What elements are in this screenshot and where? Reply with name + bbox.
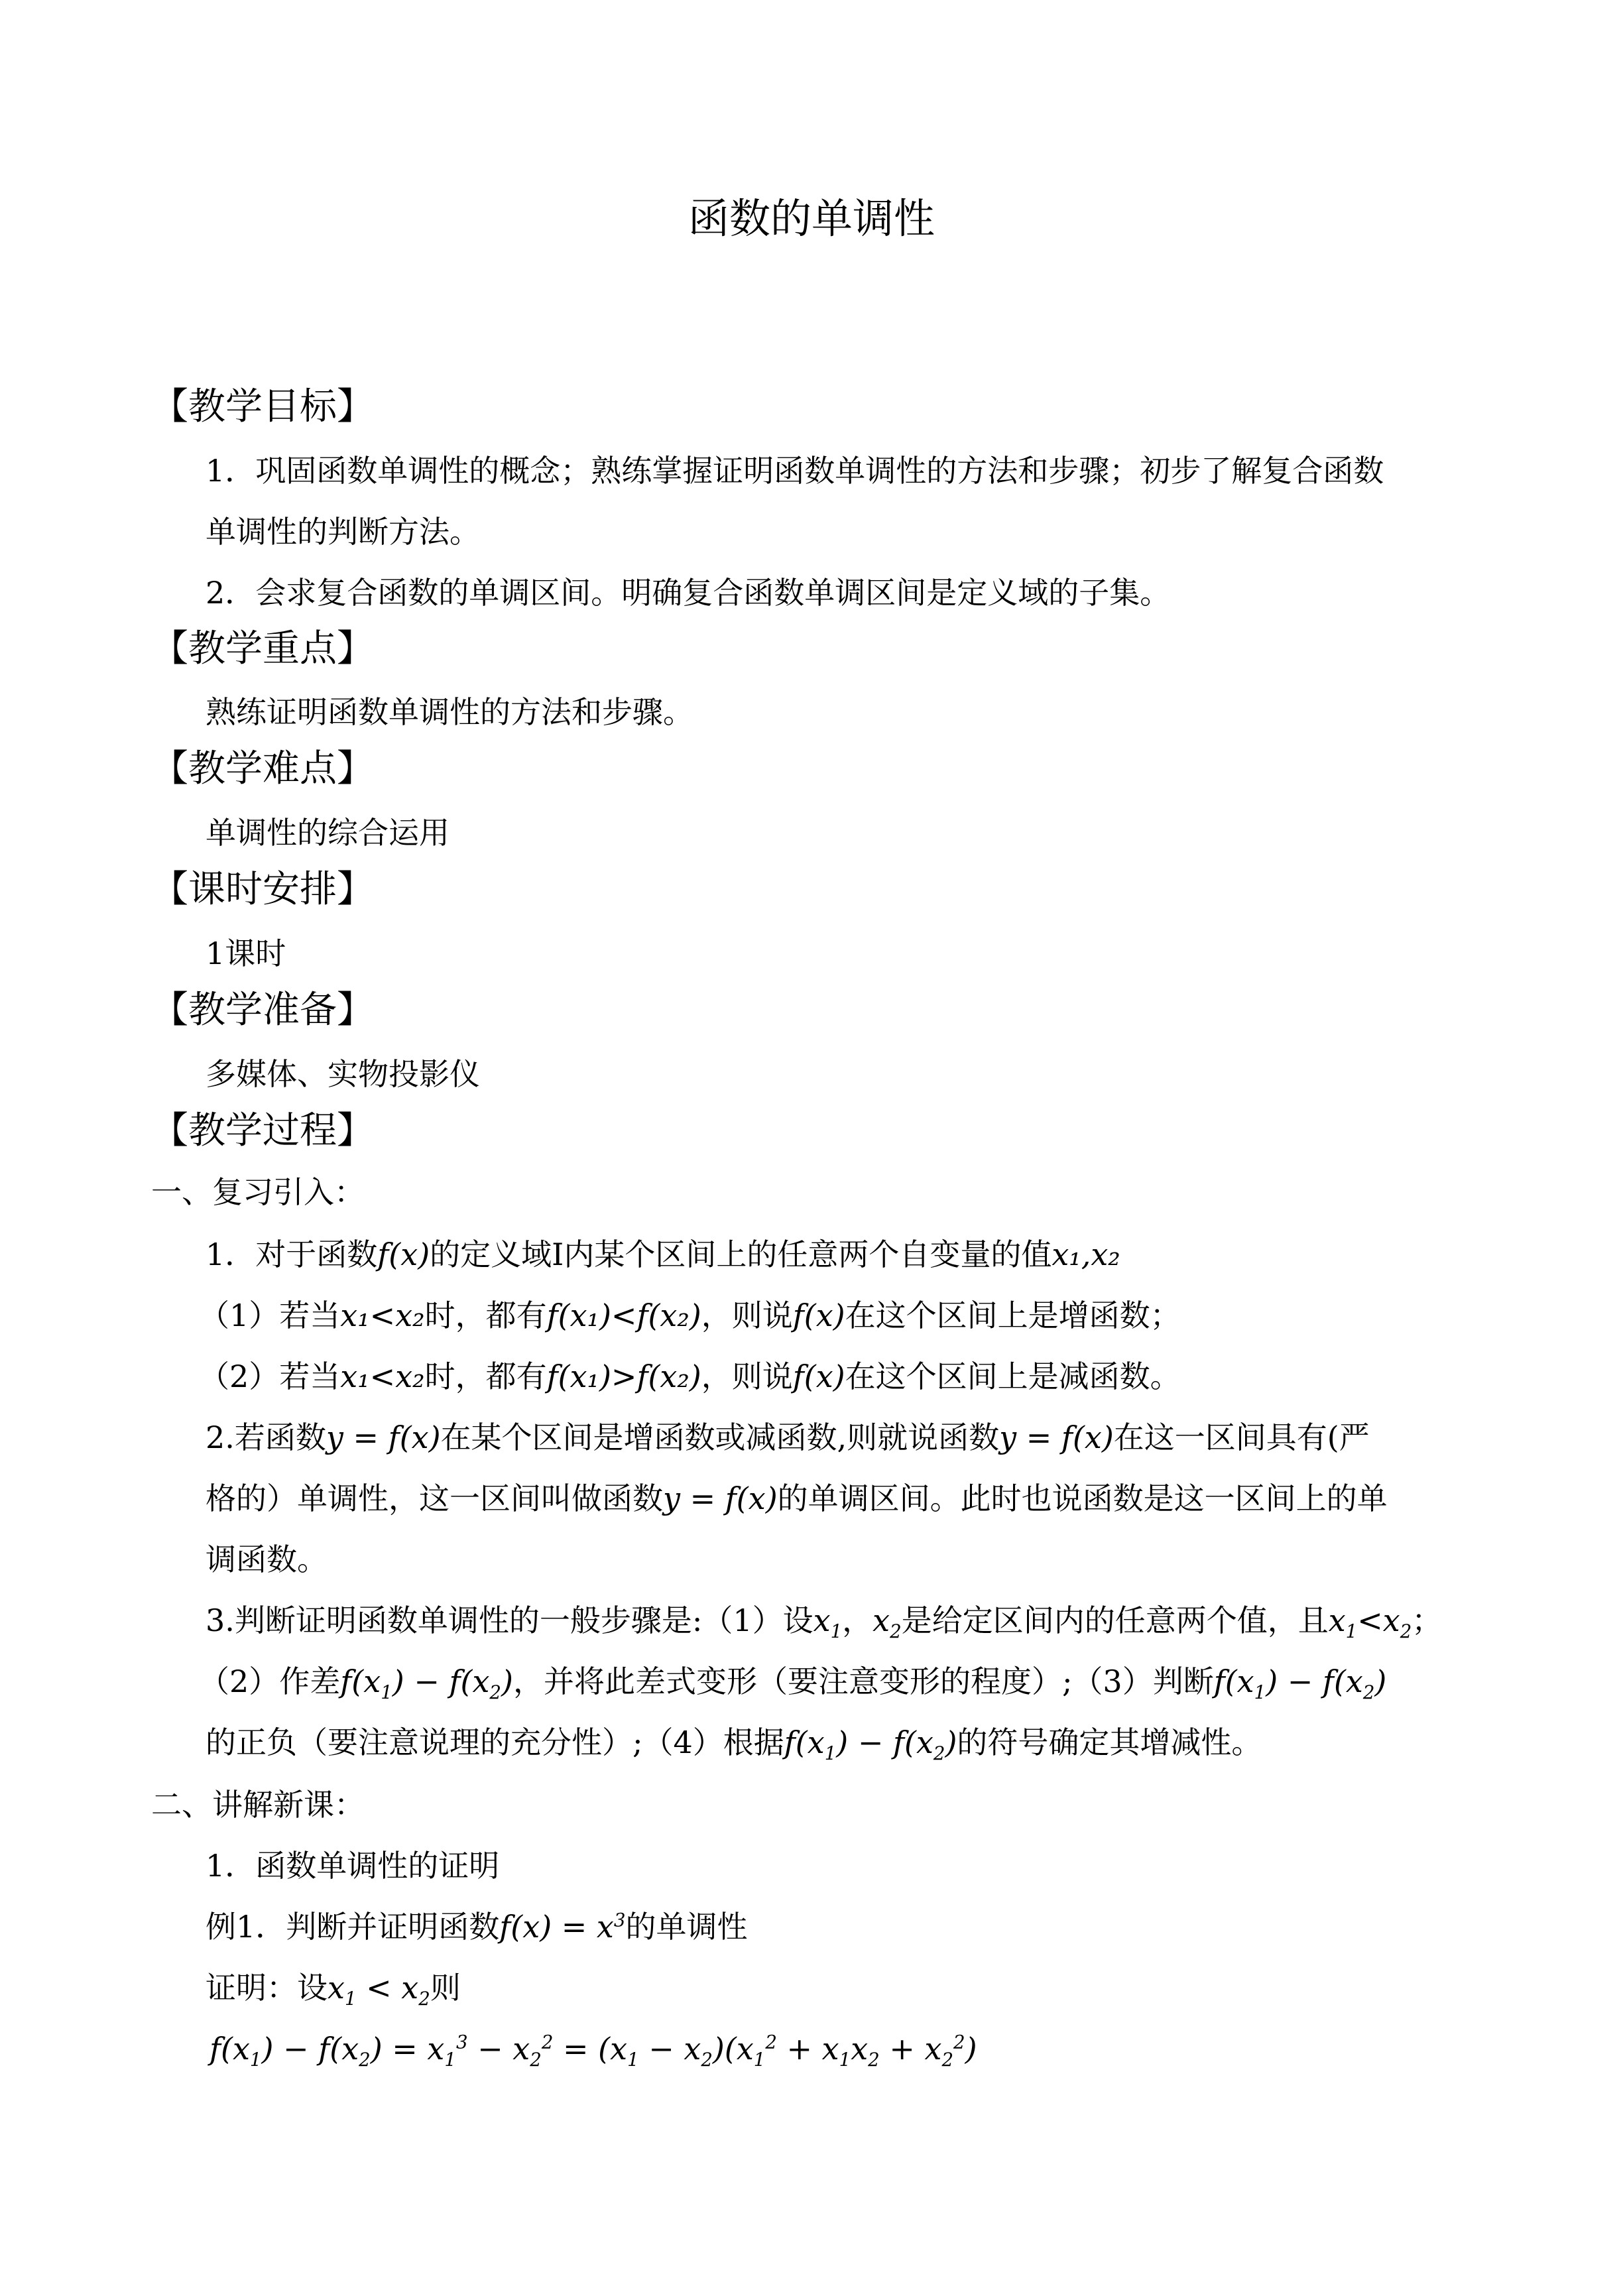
text: 格的）单调性，这一区间叫做函数 [206, 1480, 663, 1516]
math: y = f(x) [663, 1480, 778, 1516]
part-2-heading: 二、讲解新课： [151, 1787, 365, 1823]
math: y = f(x) [999, 1420, 1114, 1455]
math: $x_2$ [872, 1602, 902, 1643]
section-key: 【教学重点】 [151, 627, 374, 670]
text: （1）若当 [199, 1298, 341, 1333]
text: 时，都有 [424, 1298, 547, 1333]
review-case-2 [199, 1346, 1478, 1407]
text: 的定义域I内某个区间上的任意两个自变量的值 [430, 1237, 1052, 1272]
text: 的符号确定其增减性。 [957, 1724, 1262, 1760]
review-line-2b [206, 1468, 1485, 1529]
math: x₁<x₂ [340, 1298, 425, 1333]
text: 3.判断证明函数单调性的一般步骤是:（1）设 [206, 1602, 813, 1638]
review-line-3a: 3.判断证明函数单调性的一般步骤是:（1）设$x_1$，$x_2$是给定区间内的任意两个值，且$x_1<x_2$； [206, 1602, 1443, 1643]
page-title: 函数的单调性 [688, 194, 935, 243]
goal-line-1b: 单调性的判断方法。 [206, 514, 480, 550]
goal-line-2: 2．会求复合函数的单调区间。明确复合函数单调区间是定义域的子集。 [206, 575, 1171, 611]
review-line-3c [206, 1712, 1485, 1773]
text: 在某个区间是增函数或减函数,则就说函数 [440, 1420, 1000, 1455]
section-difficulty: 【教学难点】 [151, 747, 374, 790]
text: 2.若函数 [206, 1420, 326, 1455]
section-goal: 【教学目标】 [151, 385, 374, 428]
text: 1．对于函数 [206, 1237, 378, 1272]
math: x₁,x₂ [1052, 1237, 1120, 1272]
math: y = f(x) [326, 1420, 441, 1455]
math: f(x₁)>f(x₂) [546, 1359, 701, 1394]
section-prep: 【教学准备】 [151, 989, 374, 1032]
text: ，并将此差式变形（要注意变形的程度）;（3）判断 [512, 1663, 1214, 1699]
text: （2）若当 [199, 1359, 341, 1394]
review-case-1 [199, 1285, 1478, 1346]
text: 的单调性 [625, 1909, 748, 1945]
example-1 [206, 1896, 1485, 1957]
math: f(x) [792, 1359, 845, 1394]
proof-line-1 [206, 1957, 1485, 2018]
section-process: 【教学过程】 [151, 1109, 374, 1152]
math: f(x) [792, 1298, 845, 1333]
review-line-3b [199, 1651, 1478, 1712]
review-line-2c: 调函数。 [206, 1541, 328, 1577]
math: $x_1 < x_2$ [328, 1970, 430, 2010]
review-line-1 [206, 1224, 1485, 1285]
math: x₁<x₂ [340, 1359, 425, 1394]
text: 是给定区间内的任意两个值，且 [901, 1602, 1329, 1638]
math: $f(x_1) - f(x_2)$ [340, 1663, 513, 1704]
text: 在这个区间上是减函数。 [845, 1359, 1181, 1394]
text: 例1．判断并证明函数 [206, 1909, 500, 1945]
text: 证明：设 [206, 1970, 328, 2006]
math: $x_1<x_2$ [1328, 1602, 1412, 1643]
text: 则 [430, 1970, 461, 2006]
section-schedule: 【课时安排】 [151, 868, 374, 911]
text: 在这个区间上是增函数； [845, 1298, 1181, 1333]
review-line-2a [206, 1407, 1485, 1468]
text: 的单调区间。此时也说函数是这一区间上的单 [777, 1480, 1388, 1516]
math: f(x₁)<f(x₂) [546, 1298, 701, 1333]
text: （2）作差 [199, 1663, 341, 1699]
math: $f(x_1) - f(x_2)$ [784, 1724, 957, 1765]
math: f(x) [377, 1237, 430, 1272]
text: 的正负（要注意说理的充分性）;（4）根据 [206, 1724, 784, 1760]
goal-line-1a: 1．巩固函数单调性的概念；熟练掌握证明函数单调性的方法和步骤；初步了解复合函数 [206, 453, 1384, 489]
text: 时，都有 [424, 1359, 547, 1394]
math: $f(x_1) - f(x_2)$ [1213, 1663, 1387, 1704]
part-1-heading: 一、复习引入： [151, 1174, 365, 1210]
proof-equation [210, 2018, 1489, 2079]
text: 在这一区间具有(严 [1113, 1420, 1370, 1455]
text: ，则说 [701, 1298, 793, 1333]
text: ，则说 [701, 1359, 793, 1394]
key-text: 熟练证明函数单调性的方法和步骤。 [206, 694, 693, 730]
difficulty-text: 单调性的综合运用 [206, 815, 450, 851]
math: $x_1$ [813, 1602, 843, 1643]
schedule-text: 1课时 [206, 936, 286, 971]
math: $f(x_1) - f(x_2) = x_1^3 - x_2^2 = (x_1 - x_2)(x_1^2 + x_1x_2 + x_2^2)$ [210, 2031, 977, 2071]
new-lesson-1: 1．函数单调性的证明 [206, 1848, 500, 1884]
prep-text: 多媒体、实物投影仪 [206, 1056, 480, 1092]
math: $f(x) = x^3$ [499, 1909, 626, 1945]
